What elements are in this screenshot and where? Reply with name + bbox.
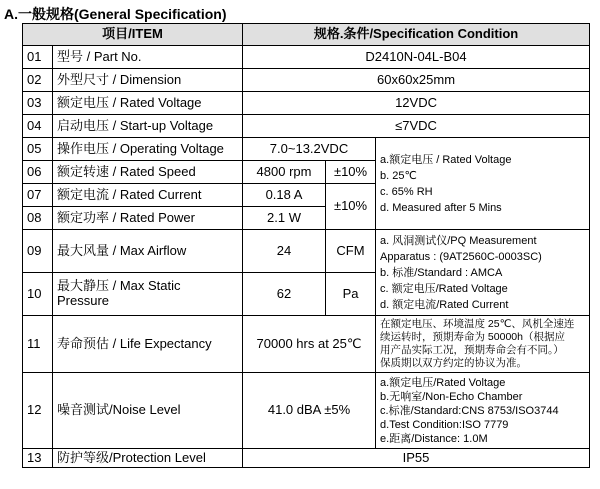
note-line: b.无响室/Non-Echo Chamber <box>380 390 523 403</box>
row-item-line: Pressure <box>57 293 110 308</box>
section-title: A.一般规格(General Specification) <box>4 6 227 22</box>
rated-conditions-note <box>376 138 590 230</box>
note-line: d. Measured after 5 Mins <box>380 201 502 214</box>
row-item: 寿命预估 / Life Expectancy <box>53 316 243 373</box>
row-item <box>53 273 243 316</box>
row-value: 4800 rpm <box>243 161 326 184</box>
table-row <box>23 138 590 161</box>
row-tolerance: ±10% <box>326 161 376 184</box>
row-item: 额定电流 / Rated Current <box>53 184 243 207</box>
table-row <box>23 69 590 92</box>
row-value: 70000 hrs at 25℃ <box>243 316 376 373</box>
row-value: D2410N-04L-B04 <box>243 46 590 69</box>
note-line: d.Test Condition:ISO 7779 <box>380 418 509 431</box>
row-number: 03 <box>23 92 53 115</box>
note-line: a.额定电压/Rated Voltage <box>380 376 506 389</box>
row-value: 60x60x25mm <box>243 69 590 92</box>
row-number: 11 <box>23 316 53 373</box>
row-item: 防护等级/Protection Level <box>53 449 243 468</box>
row-item: 额定电压 / Rated Voltage <box>53 92 243 115</box>
note-line: c.标准/Standard:CNS 8753/ISO3744 <box>380 404 559 417</box>
table-row <box>23 115 590 138</box>
note-line: 在额定电压、环境温度 25℃、风机全速连 <box>380 318 575 330</box>
row-value: 12VDC <box>243 92 590 115</box>
row-number: 12 <box>23 373 53 449</box>
note-line: b. 标准/Standard : AMCA <box>380 266 503 279</box>
row-unit: Pa <box>326 273 376 316</box>
row-value: 0.18 A <box>243 184 326 207</box>
row-tolerance: ±10% <box>326 184 376 230</box>
row-value: 62 <box>243 273 326 316</box>
note-line: a. 风洞测试仪/PQ Measurement <box>380 234 537 247</box>
spec-table <box>22 23 590 468</box>
airflow-test-note <box>376 230 590 316</box>
table-row <box>23 449 590 468</box>
table-row <box>23 373 590 449</box>
row-item: 噪音测试/Noise Level <box>53 373 243 449</box>
note-line: 用产品实际工况，预期寿命会有不同。） <box>380 344 564 356</box>
row-number: 01 <box>23 46 53 69</box>
row-value: 41.0 dBA ±5% <box>243 373 376 449</box>
note-line: e.距离/Distance: 1.0M <box>380 432 488 445</box>
table-row <box>23 316 590 373</box>
header-condition: 规格.条件/Specification Condition <box>243 24 590 46</box>
note-line: a.额定电压 / Rated Voltage <box>380 153 512 166</box>
noise-test-note <box>376 373 590 449</box>
row-item: 外型尺寸 / Dimension <box>53 69 243 92</box>
header-row <box>23 24 590 46</box>
row-number: 07 <box>23 184 53 207</box>
table-row <box>23 46 590 69</box>
row-value: 24 <box>243 230 326 273</box>
row-value: 2.1 W <box>243 207 326 230</box>
note-line: Apparatus : (9AT2560C-0003SC) <box>380 250 542 263</box>
row-value: 7.0~13.2VDC <box>243 138 376 161</box>
note-line: c. 额定电压/Rated Voltage <box>380 282 508 295</box>
row-unit: CFM <box>326 230 376 273</box>
note-line: 续运转时，预期寿命为 50000h（根据应 <box>380 331 565 343</box>
row-number: 06 <box>23 161 53 184</box>
row-value: IP55 <box>243 449 590 468</box>
row-item: 最大风量 / Max Airflow <box>53 230 243 273</box>
note-line: b. 25℃ <box>380 169 417 182</box>
row-item: 额定转速 / Rated Speed <box>53 161 243 184</box>
table-row <box>23 230 590 273</box>
note-line: d. 额定电流/Rated Current <box>380 298 509 311</box>
row-item: 型号 / Part No. <box>53 46 243 69</box>
row-item-line: 最大静压 / Max Static <box>57 278 181 294</box>
life-note <box>376 316 590 373</box>
header-item: 项目/ITEM <box>23 24 243 46</box>
row-number: 02 <box>23 69 53 92</box>
row-item: 启动电压 / Start-up Voltage <box>53 115 243 138</box>
row-item: 操作电压 / Operating Voltage <box>53 138 243 161</box>
row-number: 05 <box>23 138 53 161</box>
row-number: 13 <box>23 449 53 468</box>
table-row <box>23 92 590 115</box>
note-line: 保质期以双方约定的协议为准。 <box>380 357 528 369</box>
row-number: 08 <box>23 207 53 230</box>
note-line: c. 65% RH <box>380 185 433 198</box>
row-item: 额定功率 / Rated Power <box>53 207 243 230</box>
row-number: 09 <box>23 230 53 273</box>
row-number: 04 <box>23 115 53 138</box>
row-number: 10 <box>23 273 53 316</box>
row-value: ≤7VDC <box>243 115 590 138</box>
